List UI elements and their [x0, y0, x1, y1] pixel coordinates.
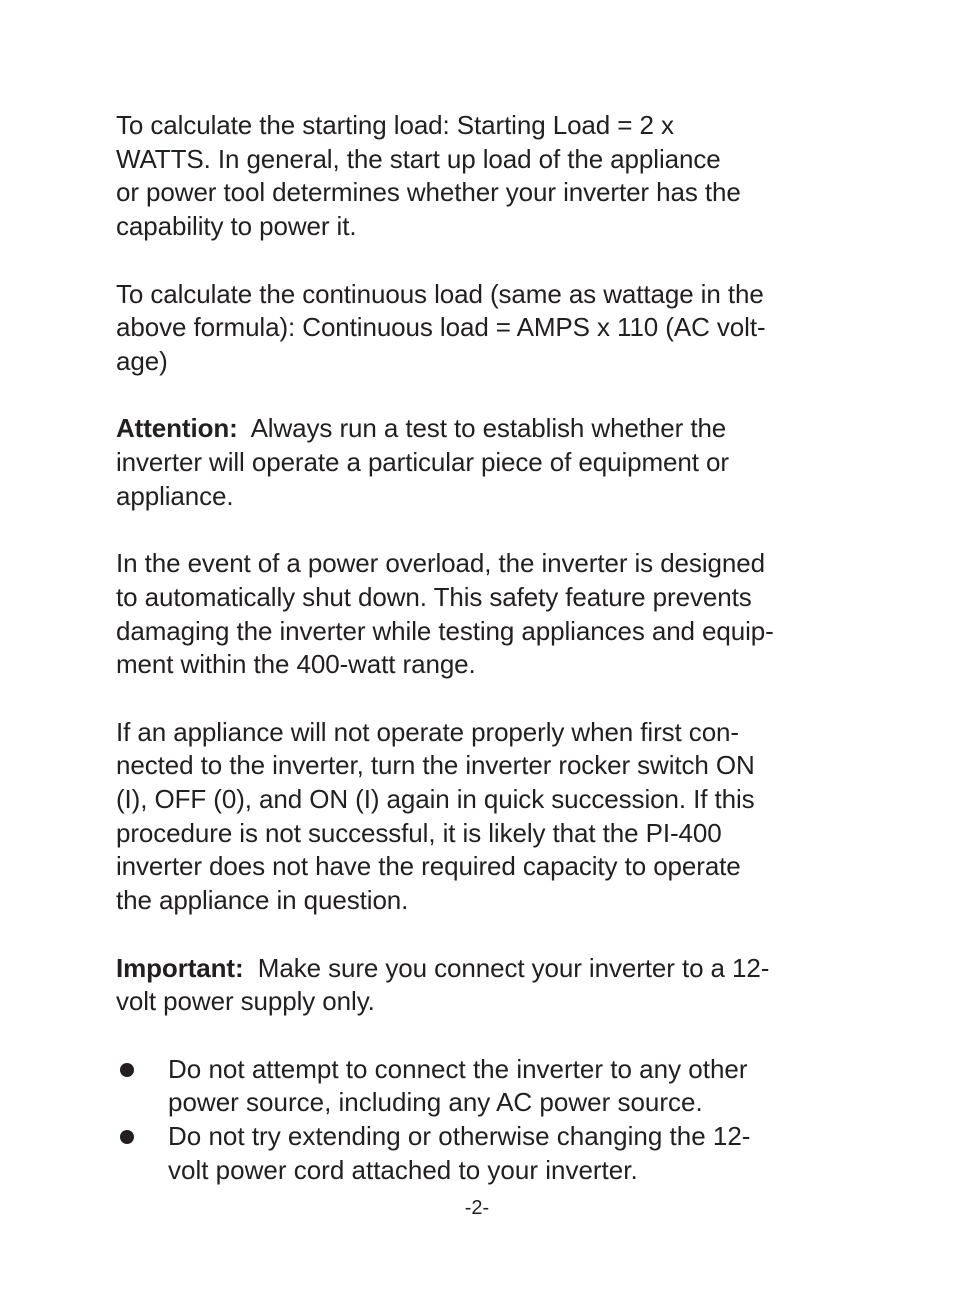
- text-line: power source, including any AC power source.: [168, 1087, 703, 1118]
- text-line: volt power cord attached to your inverter.: [168, 1154, 638, 1185]
- paragraph-continuous-load: [116, 278, 856, 379]
- paragraph-attention: [116, 412, 856, 513]
- text-line: inverter will operate a particular piece of equipment or: [116, 447, 729, 477]
- bullet-icon: [120, 1130, 134, 1144]
- text-line: nected to the inverter, turn the inverter rocker switch ON: [116, 750, 755, 781]
- text-line: inverter does not have the required capacity to operate: [116, 851, 741, 882]
- paragraph-important: [116, 952, 856, 1019]
- paragraph-troubleshoot: [116, 716, 856, 918]
- text-line: [116, 952, 856, 986]
- text-line: [116, 412, 856, 446]
- text-line: In the event of a power overload, the inverter is designed: [116, 548, 765, 579]
- paragraph-overload: [116, 547, 856, 682]
- attention-text: Always run a test to establish whether the: [237, 413, 727, 444]
- warning-list: [116, 1053, 856, 1188]
- text-line: to automatically shut down. This safety feature prevents: [116, 581, 752, 612]
- text-line: age): [116, 345, 168, 376]
- text-line: appliance.: [116, 480, 234, 511]
- text-line: WATTS. In general, the start up load of the appliance: [116, 143, 721, 174]
- attention-label: Attention:: [116, 413, 238, 444]
- text-line: Do not try extending or otherwise changing the 12-: [168, 1121, 751, 1151]
- text-line: damaging the inverter while testing appliances and equip-: [116, 615, 774, 646]
- page-number: -2-: [464, 1197, 490, 1219]
- text-line: above formula): Continuous load = AMPS x 110 (AC volt-: [116, 312, 766, 343]
- text-line: or power tool determines whether your inverter has the: [116, 177, 741, 208]
- text-line: (I), OFF (0), and ON (I) again in quick succession. If this: [116, 784, 755, 814]
- text-line: To calculate the continuous load (same as wattage in the: [116, 278, 764, 309]
- list-item: [116, 1120, 856, 1187]
- text-line: ment within the 400-watt range.: [116, 649, 476, 680]
- text-line: capability to power it.: [116, 211, 357, 242]
- text-line: procedure is not successful, it is likely that the PI-400: [116, 817, 722, 848]
- document-body: [116, 109, 856, 1187]
- text-line: To calculate the starting load: Starting Load = 2 x: [116, 110, 674, 140]
- text-line: If an appliance will not operate properly when first con-: [116, 716, 739, 747]
- text-line: volt power supply only.: [116, 986, 375, 1017]
- bullet-icon: [120, 1063, 134, 1077]
- list-item: [116, 1053, 856, 1120]
- important-label: Important:: [116, 952, 244, 983]
- text-line: Do not attempt to connect the inverter to any other: [168, 1053, 748, 1084]
- paragraph-starting-load: [116, 109, 856, 244]
- important-text: Make sure you connect your inverter to a 12-: [243, 952, 770, 983]
- text-line: the appliance in question.: [116, 885, 409, 916]
